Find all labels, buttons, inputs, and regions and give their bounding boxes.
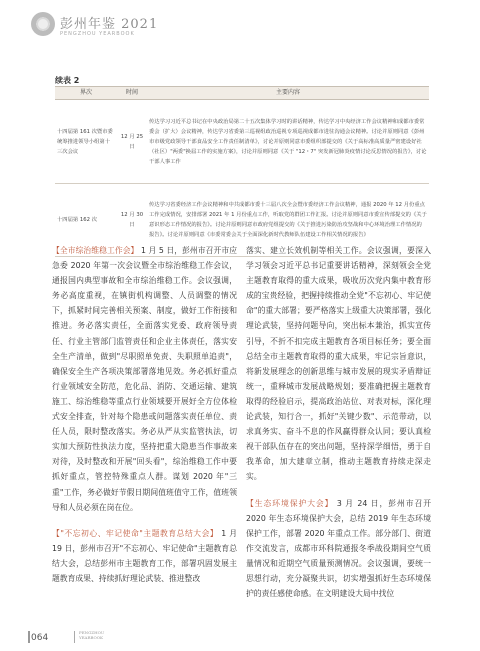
footer-logo-line: PENGZHOU [79,630,105,635]
right-text-column [246,243,431,601]
table-cell-session: 十四届第 162 次 [55,184,117,257]
table-header-content: 主要内容 [147,87,429,100]
table-cell-content: 传达学习省委经济工作会议精神和中共成都市委十三届八次全会暨市委经济工作会议精神，通报 2020 年 12 月份重点工作完成情况，安排部署 2021 年 1 月份重点工作，听取党的群团工作汇报。讨论并原则同意市委宣传部提交的《关于意识形态工作情况的报告》。讨论并原则同意市政府党组提交的《关于推进污染防治攻坚战和中心环境治理工作情况的报告》。讨论并原则同意《市委常委会关于全面深化新时代教师队伍建设工作相关情况的报告》 [147,184,429,257]
table-caption: 续表 2 [55,76,80,85]
article-body: 1 月 19 日，彭州市召开"不忘初心、牢记使命"主题教育总结大会，总结彭州市主题教育工作，部署巩固发展主题教育成果、持续抓好理论武装、推进整改 [52,528,237,583]
footer-bar [28,631,30,643]
yearbook-logo-icon [31,12,55,36]
table-cell-session: 十四届第 161 次暨市委统筹推进领导小组第十三次会议 [55,100,117,184]
article-paragraph [246,496,431,602]
article-paragraph [52,243,237,515]
page-number: 064 [31,633,49,643]
article-paragraph [246,243,431,485]
running-header-title: 彭州年鉴 2021 [60,17,159,32]
footer-divider [74,631,75,643]
article-heading: 【生态环境保护大会】 [246,498,334,508]
table-header-date: 时间 [117,87,147,100]
article-heading: 【全市综治维稳工作会】 [52,246,139,255]
running-header-subtitle: PENGZHOU YEARBOOK [60,31,135,37]
table-header-session: 界次 [55,87,117,100]
article-body: 1 月 5 日，彭州市召开市应急委 2020 年第一次会议暨全市综治维稳工作会议，通报国内典型事故和全市综治维稳工作。会议强调，务必高度重视，在镇街机构调整、人员调整的情况下，抓紧时间完善相关预案、制度，做好工作衔接和推进。务必落实责任，全面落实党委、政府领导责任、行业主管部门监管责任和企业主体责任，落实安全生产清单，做到"尽职照单免责、失职照单追责"，确保安全生产各项决策部署落地见效。务必抓好重点行业领域安全防范，危化品、消防、交通运输、建筑施工、综治维稳等重点行业领域要开展好全方位体检式安全排查，针对每个隐患或问题落实责任单位、责任人员，限时整改落实。务必从严从实监管执法，切实加大预防性执法力度，坚持把重大隐患当作事故来对待，及时整改和开展"回头看"，综治维稳工作中要抓好重点，管控特殊重点人群。谋划 2020 年"三重"工作，务必做好节假日期间值班值守工作，值班领导和人员必须在岗在位。 [52,246,238,512]
article-paragraph [52,526,237,586]
table-cell-content: 传达学习习近平总书记在中央政治局第二十五次集体学习时的讲话精神，传达学习中央经济工作会议精神和成都市委常委会（扩大）会议精神，传达学习省委第三巡视组政治巡视专项巡视成都市进驻沟通会议精神。讨论并原则同意《彭州市市级党政领导干部食品安全工作责任制清单》，讨论并原则同意市委组织部提交的《关于高标准高质量严密建设好社（社区）"两委"换届工作的实施方案》，讨论并原则同意《关于 "12・7" 突发新冠肺炎疫情讨论反思情况的报告》，讨论干部人事工作 [147,100,429,184]
article-body: 落实、建立长效机制等相关工作。会议强调，要深入学习领会习近平总书记重要讲话精神，深刻领会全党主题教育取得的重大成果，吸收历次党内集中教育形成的宝贵经验，把握持续推动全党"不忘初心、牢记使命"的重大部署；要严格落实上级重大决策部署，强化理论武装，坚持问题导向，突出标本兼治，抓实宣传引导，不折不扣完成主题教育各项目标任务；要全面总结全市主题教育取得的重大成果，牢记宗旨意识，将新发展理念的创新思维与城市发展的现实矛盾辩证统一，重释城市发展战略规划；要准确把握主题教育取得的经验启示，提高政治站位、对表对标，深化理论武装，知行合一，抓好"关键少数"、示范带动，以求真务实、奋斗不息的作风赢得群众认同；要认真检视干部队伍存在的突出问题，坚持深学细悟，勇于自我革命，加大建章立制，推动主题教育持续走深走实。 [246,246,431,482]
article-body: 3 月 24 日，彭州市召开 2020 年生态环境保护大会，总结 2019 年生态环境保护工作，部署 2020 年重点工作。部分部门、街道作交流发言，成都市环科院通报冬季战役期间空气质量情况和近期空气质量预测情况。会议强调，要统一思想行动，充分凝聚共识，切实增强抓好生态环境保护的责任感使命感。在文明建设大局中找位 [246,498,432,599]
left-text-column [52,243,237,586]
table-cell-date: 12 月 30 日 [117,184,147,257]
footer-logo-line: YEARBOOK [79,635,104,640]
article-heading: 【"不忘初心、牢记使命"主题教育总结大会】 [52,528,219,538]
meetings-table [55,86,429,257]
footer-logo [79,630,139,640]
table-cell-date: 12 月 25 日 [117,100,147,184]
table-row [55,100,429,184]
